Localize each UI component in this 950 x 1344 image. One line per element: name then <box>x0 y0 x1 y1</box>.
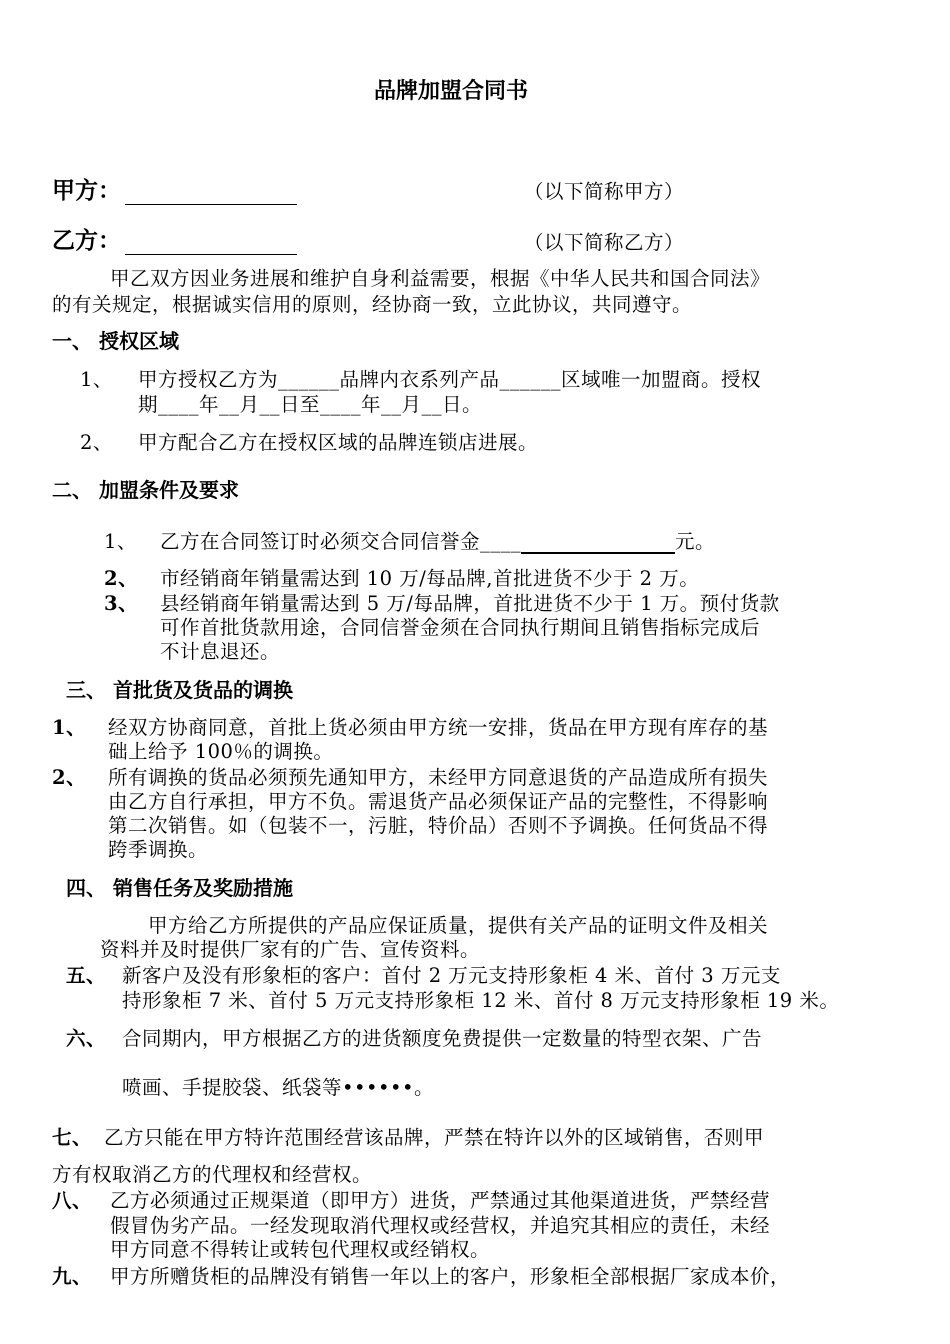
s3-item-1-line-1: 经双方协商同意，首批上货必须由甲方统一安排，货品在甲方现有库存的基 <box>108 716 769 739</box>
s1-item-1-num: 1、 <box>80 368 113 391</box>
s7-line-1: 乙方只能在甲方特许范围经营该品牌，严禁在特许以外的区域销售，否则甲 <box>104 1126 765 1149</box>
s1-item-1-line-1: 甲方授权乙方为______品牌内衣系列产品______区域唯一加盟商。授权 <box>138 368 762 391</box>
s6-line-1: 合同期内，甲方根据乙方的进货额度免费提供一定数量的特型衣架、广告 <box>122 1027 763 1050</box>
s3-item-2-line-3: 第二次销售。如（包装不一，污脏，特价品）否则不予调换。任何货品不得 <box>108 814 769 837</box>
s1-item-1-line-2: 期____年__月__日至____年__月__日。 <box>138 393 483 416</box>
intro-line-1: 甲乙双方因业务进展和维护自身利益需要，根据《中华人民共和国合同法》 <box>110 267 771 290</box>
s2-item-2-num: 2、 <box>104 567 139 590</box>
section-3-heading: 三、 首批货及货品的调换 <box>66 678 293 702</box>
s8-line-1: 乙方必须通过正规渠道（即甲方）进货，严禁通过其他渠道进货，严禁经营 <box>110 1189 771 1212</box>
s4-para-line-1: 甲方给乙方所提供的产品应保证质量，提供有关产品的证明文件及相关 <box>148 914 769 937</box>
s9-line-1: 甲方所赠货柜的品牌没有销售一年以上的客户，形象柜全部根据厂家成本价， <box>110 1265 791 1288</box>
s6-line-2: 喷画、手提胶袋、纸袋等••••••。 <box>122 1076 435 1099</box>
s9-num: 九、 <box>52 1265 93 1288</box>
s5-line-2: 持形象柜 7 米、首付 5 万元支持形象柜 12 米、首付 8 万元支持形象柜 19 米。 <box>122 989 840 1012</box>
s7-num: 七、 <box>52 1126 93 1149</box>
party-b-blank <box>125 230 297 255</box>
party-a-label-text: 甲方： <box>52 178 121 204</box>
s2-item-3-line-2: 可作首批货款用途，合同信誉金须在合同执行期间且销售指标完成后 <box>160 616 761 639</box>
section-4-heading: 四、 销售任务及奖励措施 <box>66 876 293 900</box>
s6-num: 六、 <box>66 1027 107 1050</box>
party-b-label-text: 乙方： <box>52 228 121 254</box>
s5-num: 五、 <box>66 964 107 987</box>
section-1-heading: 一、 授权区域 <box>52 329 179 353</box>
s2-item-2-line-1: 市经销商年销量需达到 10 万/每品牌,首批进货不少于 2 万。 <box>160 567 700 590</box>
party-a-label <box>52 172 297 205</box>
section-2-heading: 二、 加盟条件及要求 <box>52 478 239 502</box>
s3-item-2-line-2: 由乙方自行承担，甲方不负。需退货产品必须保证产品的完整性，不得影响 <box>108 790 769 813</box>
s2-item-3-line-3: 不计息退还。 <box>160 640 281 663</box>
party-a-note: （以下简称甲方） <box>524 180 685 203</box>
s8-line-2: 假冒伪劣产品。一经发现取消代理权或经营权，并追究其相应的责任，未经 <box>110 1214 771 1237</box>
party-a-blank <box>125 180 297 205</box>
s2-item-1-line <box>160 526 715 554</box>
s3-item-2-num: 2、 <box>52 766 87 789</box>
s4-para-line-2: 资料并及时提供厂家有的广告、宣传资料。 <box>100 938 481 961</box>
s3-item-1-line-2: 础上给予 100％的调换。 <box>108 740 334 763</box>
s2-item-3-num: 3、 <box>104 592 139 615</box>
party-b-note: （以下简称乙方） <box>524 231 685 254</box>
s1-item-2-num: 2、 <box>80 431 113 454</box>
s3-item-1-num: 1、 <box>52 716 87 739</box>
s1-item-2-line-1: 甲方配合乙方在授权区域的品牌连锁店进展。 <box>138 431 539 454</box>
s8-num: 八、 <box>52 1189 93 1212</box>
s2-item-1-num: 1、 <box>104 530 137 553</box>
s8-line-3: 甲方同意不得转让或转包代理权或经销权。 <box>110 1238 491 1261</box>
s3-item-2-line-1: 所有调换的货品必须预先通知甲方，未经甲方同意退货的产品造成所有损失 <box>108 766 769 789</box>
s2-item-1-blank <box>521 532 675 554</box>
s2-item-1-text-a: 乙方在合同签订时必须交合同信誉金____ <box>160 530 522 553</box>
intro-line-2: 的有关规定，根据诚实信用的原则，经协商一致，立此协议，共同遵守。 <box>52 293 693 316</box>
s2-item-1-text-b: 元。 <box>675 530 716 553</box>
s5-line-1: 新客户及没有形象柜的客户：首付 2 万元支持形象柜 4 米、首付 3 万元支 <box>122 964 781 987</box>
page-title: 品牌加盟合同书 <box>374 79 529 104</box>
s2-item-3-line-1: 县经销商年销量需达到 5 万/每品牌，首批进货不少于 1 万。预付货款 <box>160 592 780 615</box>
s7-line-2: 方有权取消乙方的代理权和经营权。 <box>52 1163 373 1186</box>
s3-item-2-line-4: 跨季调换。 <box>108 838 209 861</box>
party-b-label <box>52 222 297 255</box>
